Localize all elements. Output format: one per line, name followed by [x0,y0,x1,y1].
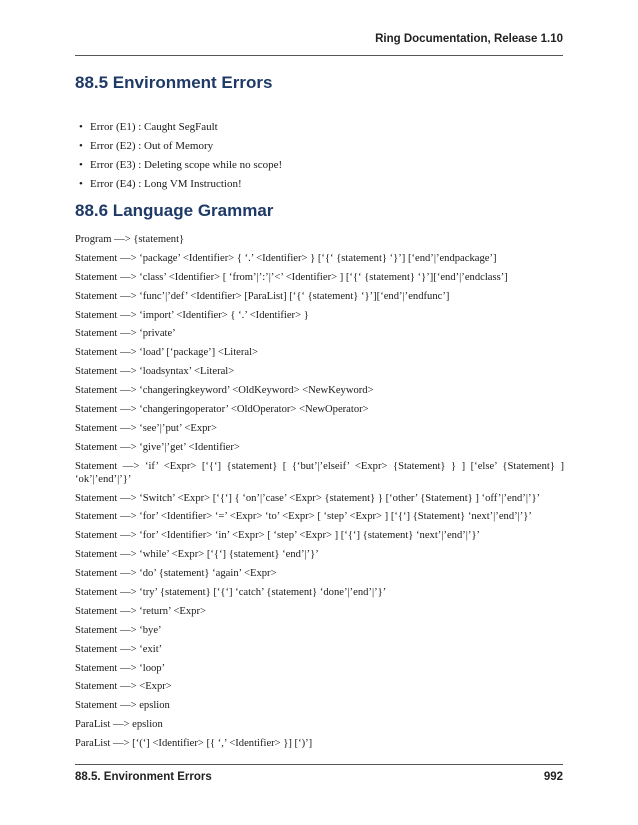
footer-section-title: 88.5. Environment Errors [75,771,212,783]
grammar-rule: Statement —> ‘loadsyntax’ <Literal> [75,366,235,378]
grammar-rule: Statement —> ‘Switch’ <Expr> [‘{‘] { ‘on’|’case’ <Expr> {statement} } [‘other’ {Statement} ] ‘off’|’end’|’}’ [75,492,541,504]
grammar-rule: Statement —> ‘for’ <Identifier> ‘in’ <Expr> [ ‘step’ <Expr> ] [‘{‘] {statement} ‘next’|’end’|’}’ [75,530,481,542]
grammar-rule: Statement —> ‘private’ [75,328,176,340]
grammar-rule: Statement —> ‘loop’ [75,662,166,674]
grammar-rule: Statement —> ‘see’|’put’ <Expr> [75,422,217,434]
header-divider [75,55,563,56]
error-list-item: • Error (E3) : Deleting scope while no scope! [75,156,282,175]
grammar-rule: Statement —> ‘do’ {statement} ‘again’ <Expr> [75,568,277,580]
footer-divider [75,764,563,765]
error-list-item: • Error (E2) : Out of Memory [75,137,282,156]
grammar-rule: Statement —> ‘exit’ [75,643,163,655]
grammar-rules [75,233,564,756]
grammar-rule: Statement —> ‘changeringoperator’ <OldOperator> <NewOperator> [75,404,369,416]
grammar-rule: Statement —> ‘class’ <Identifier> [ ‘from’|’:’|’<’ <Identifier> ] [‘{‘ {statement} ‘}’][‘end’|’endclass’] [75,271,508,283]
running-header-title: Ring Documentation, Release 1.10 [375,33,563,45]
page-number: 992 [543,771,563,783]
error-list-item: • Error (E4) : Long VM Instruction! [75,175,282,194]
grammar-rule: ParaList —> epslion [75,719,163,731]
grammar-rule: Statement —> ‘for’ <Identifier> ‘=’ <Expr> ‘to’ <Expr> [ ‘step’ <Expr> ] [‘{‘] {Statement} ‘next’|’end’|’}’ [75,511,532,523]
grammar-rule: Statement —> ‘if’ <Expr> [‘{‘] {statement} [ {‘but’|’elseif’ <Expr> {Statement} } ] [‘else’ {Statement} ] ‘ok’|’end’|’}’ [75,460,564,485]
grammar-rule: Program —> {statement} [75,234,185,245]
grammar-rule: Statement —> ‘func’|’def’ <Identifier> [ParaList] [‘{‘ {statement} ‘}’][‘end’|’endfunc’] [75,290,450,302]
grammar-rule: Statement —> ‘changeringkeyword’ <OldKeyword> <NewKeyword> [75,385,374,397]
grammar-rule: Statement —> ‘return’ <Expr> [75,605,206,617]
grammar-rule: Statement —> ‘load’ [‘package’] <Literal> [75,347,259,359]
grammar-rule: Statement —> ‘package’ <Identifier> { ‘.’ <Identifier> } [‘{‘ {statement} ‘}’] [‘end’|’endpackage’] [75,252,497,264]
grammar-rule: Statement —> <Expr> [75,681,172,693]
section-heading-environment-errors: 88.5 Environment Errors [75,73,273,92]
grammar-rule: Statement —> epslion [75,700,170,712]
grammar-rule: Statement —> ‘try’ {statement} [‘{‘] ‘catch’ {statement} ‘done’|’end’|’}’ [75,587,387,599]
grammar-rule: Statement —> ‘while’ <Expr> [‘{‘] {statement} ‘end’|’}’ [75,549,319,561]
grammar-rule: Statement —> ‘give’|’get’ <Identifier> [75,441,240,453]
section-heading-language-grammar: 88.6 Language Grammar [75,201,274,220]
error-list [75,118,282,194]
grammar-rule: Statement —> ‘import’ <Identifier> { ‘.’ <Identifier> } [75,309,309,321]
grammar-rule: Statement —> ‘bye’ [75,624,162,636]
error-list-item: • Error (E1) : Caught SegFault [75,118,282,137]
grammar-rule: ParaList —> [‘(‘] <Identifier> [{ ‘,’ <Identifier> }] [‘)’] [75,738,313,750]
